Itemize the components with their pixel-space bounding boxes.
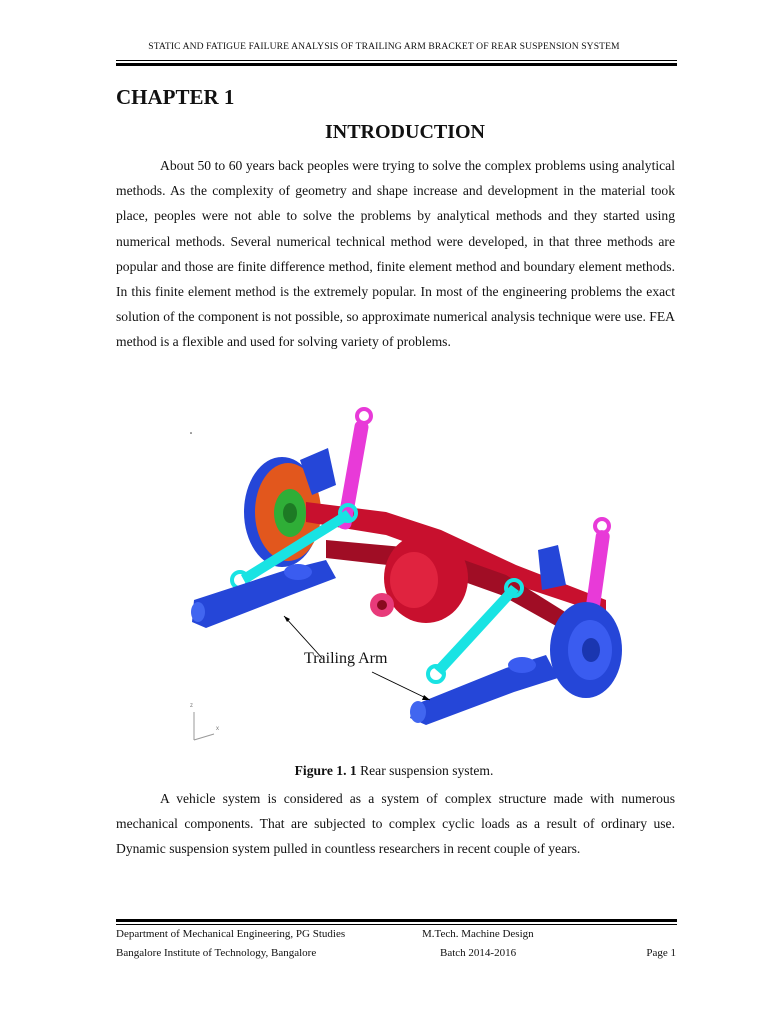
footer-department: Department of Mechanical Engineering, PG Studies — [116, 928, 346, 940]
rear-suspension-illustration — [186, 400, 630, 745]
footer-batch: Batch 2014-2016 — [440, 947, 517, 959]
right-shock-absorber — [586, 529, 611, 610]
footer-rule-thick — [116, 919, 677, 922]
header-rule-thin — [116, 60, 677, 61]
figure-caption-number: Figure 1. 1 — [294, 763, 357, 778]
rear-suspension-figure — [186, 400, 630, 745]
header-rule-thick — [116, 63, 677, 66]
footer-page-number: Page 1 — [646, 947, 676, 959]
trailing-arm-callout: Trailing Arm — [304, 650, 388, 667]
footer-rule-thin — [116, 924, 677, 925]
paragraph-vehicle-system-text: A vehicle system is considered as a system of complex structure made with numerous mechanical components. That are subjected to complex cyclic loads as a result of ordinary use. Dynamic suspension system pulled in countless researchers in recent couple of years. — [116, 791, 675, 857]
chapter-label: CHAPTER 1 — [116, 85, 235, 109]
figure-caption — [0, 763, 768, 779]
paragraph-vehicle-system — [116, 786, 675, 862]
axis-x-label: x — [216, 726, 219, 732]
paragraph-intro-text: About 50 to 60 years back peoples were trying to solve the complex problems using analytical methods. As the complexity of geometry and shape increase and development in the material took place, peoples were not able to solve the problems by analytical methods and they started using numerical methods. Several numerical technical method were developed, in that three methods are popular and those are finite difference method, finite element method and boundary element methods. In this finite element method is the extremely popular. In most of the engineering problems the exact solution of the component is not possible, so approximate numerical analysis technique were use. FEA method is a flexible and used for solving variety of problems. — [116, 158, 675, 350]
axis-z-label: z — [190, 703, 193, 709]
running-header: STATIC AND FATIGUE FAILURE ANALYSIS OF TRAILING ARM BRACKET OF REAR SUSPENSION SYSTEM — [148, 41, 620, 52]
footer-institute: Bangalore Institute of Technology, Bangalore — [116, 947, 317, 959]
footer-course: M.Tech. Machine Design — [422, 928, 534, 940]
chapter-title: INTRODUCTION — [324, 121, 486, 143]
figure-caption-text: Rear suspension system. — [356, 763, 494, 778]
paragraph-intro — [116, 153, 675, 355]
